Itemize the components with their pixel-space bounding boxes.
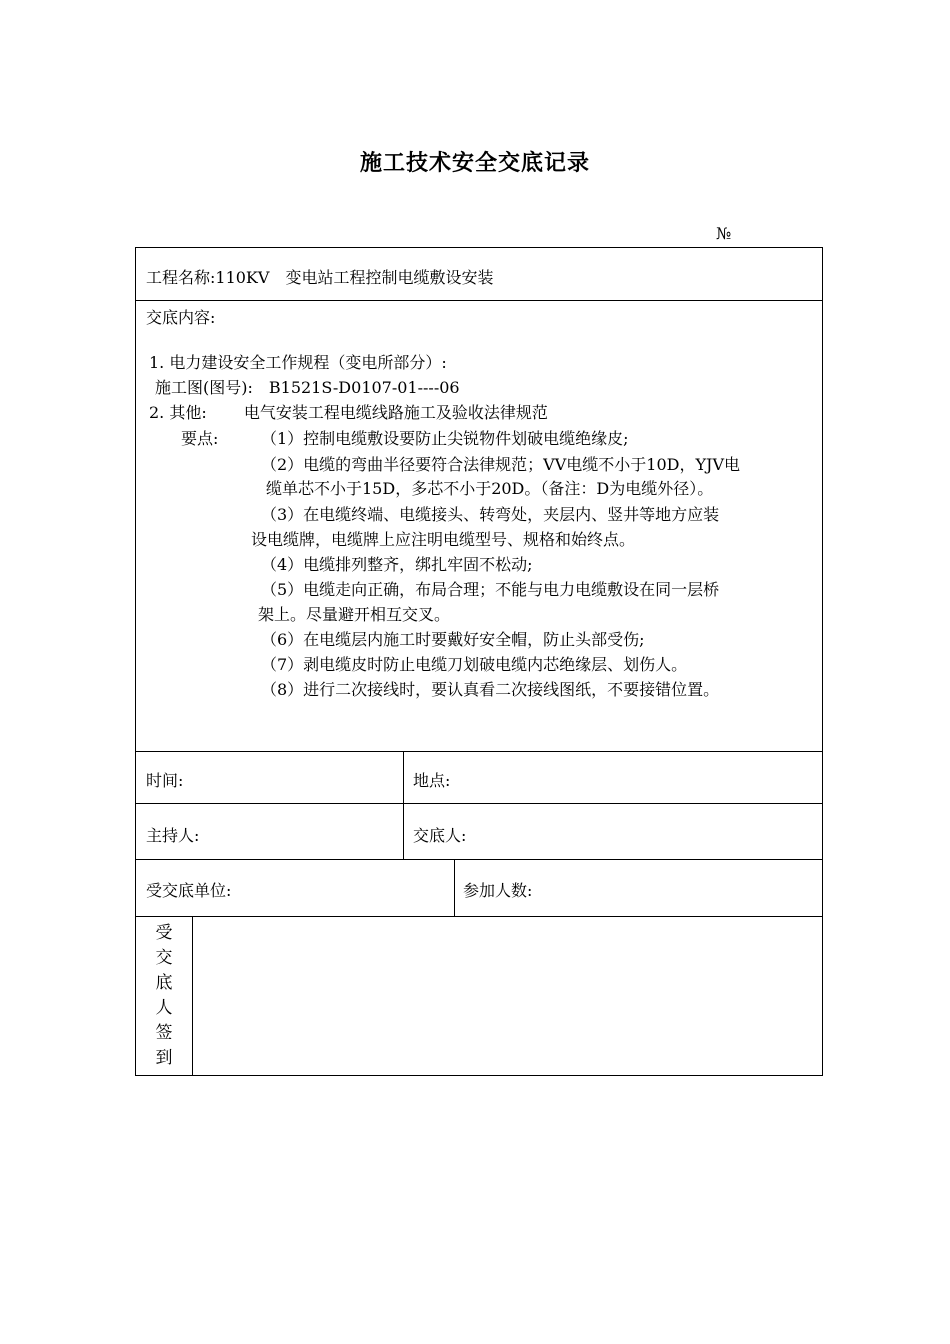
content-line: 设电缆牌，电缆牌上应注明电缆型号、规格和始终点。 — [251, 530, 636, 549]
briefing-form-table — [135, 247, 823, 1076]
row-divider — [136, 300, 822, 301]
content-line: 2. 其他: 电气安装工程电缆线路施工及验收法律规范 — [149, 403, 548, 422]
column-divider — [454, 859, 455, 916]
content-line: 1. 电力建设安全工作规程（变电所部分）: — [149, 353, 447, 372]
presenter-label: 交底人: — [413, 826, 467, 845]
signature-area[interactable] — [193, 917, 822, 1075]
content-line: （8）进行二次接线时，要认真看二次接线图纸，不要接错位置。 — [261, 680, 720, 699]
content-line: （1）控制电缆敷设要防止尖锐物件划破电缆绝缘皮; — [261, 429, 629, 448]
signature-label-char: 受 — [155, 923, 173, 943]
document-title: 施工技术安全交底记录 — [359, 150, 590, 176]
signature-label-char: 到 — [155, 1048, 173, 1068]
receiving-unit-label: 受交底单位: — [146, 881, 232, 900]
project-name: 工程名称:110KV 变电站工程控制电缆敷设安装 — [146, 268, 494, 287]
document-number-label: № — [716, 224, 732, 243]
row-divider — [136, 803, 822, 804]
content-line: （4）电缆排列整齐，绑扎牢固不松动; — [261, 555, 533, 574]
signature-label — [136, 916, 192, 1076]
content-line: （7）剥电缆皮时防止电缆刀划破电缆内芯绝缘层、划伤人。 — [261, 655, 688, 674]
content-label: 交底内容: — [146, 308, 216, 327]
location-label: 地点: — [413, 771, 451, 790]
participants-label: 参加人数: — [463, 881, 533, 900]
content-line: 架上。尽量避开相互交叉。 — [258, 605, 451, 624]
content-line: （6）在电缆层内施工时要戴好安全帽，防止头部受伤; — [261, 630, 645, 649]
content-line: 要点: — [181, 429, 219, 448]
row-divider — [136, 859, 822, 860]
host-label: 主持人: — [146, 826, 200, 845]
content-line: 施工图(图号): B1521S-D0107-01----06 — [155, 378, 460, 397]
signature-label-char: 人 — [155, 998, 173, 1018]
column-divider — [403, 751, 404, 859]
signature-label-char: 底 — [155, 973, 173, 993]
row-divider — [136, 751, 822, 752]
signature-label-char: 交 — [155, 948, 173, 968]
time-label: 时间: — [146, 771, 184, 790]
signature-label-char: 签 — [155, 1023, 173, 1043]
content-line: （5）电缆走向正确，布局合理；不能与电力电缆敷设在同一层桥 — [261, 580, 720, 599]
content-line: （2）电缆的弯曲半径要符合法律规范；VV电缆不小于10D，YJV电 — [261, 455, 741, 474]
content-line: （3）在电缆终端、电缆接头、转弯处，夹层内、竖井等地方应装 — [261, 505, 720, 524]
content-line: 缆单芯不小于15D，多芯不小于20D。（备注：D为电缆外径）。 — [266, 479, 714, 498]
